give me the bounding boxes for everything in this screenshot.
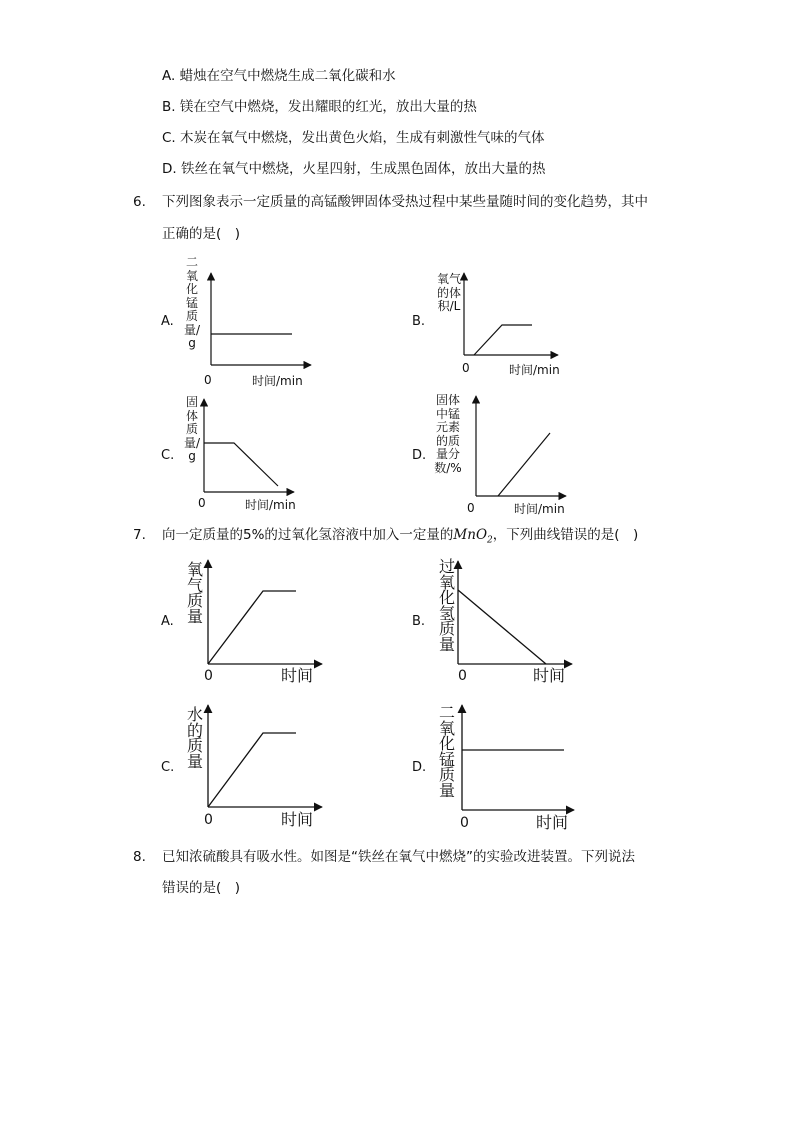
origin-label: 0: [467, 501, 475, 515]
y-axis-label: 氧气的体积/L: [436, 272, 461, 313]
x-axis-label: 时间: [536, 813, 569, 832]
q7-graph-d: [432, 703, 582, 835]
q6-number: 6.: [133, 194, 146, 210]
origin-label: 0: [204, 668, 213, 684]
y-axis-label: 过氧化氢质量: [438, 557, 455, 654]
q7-graph-a-label: A.: [161, 614, 174, 629]
x-axis-label: 时间: [533, 666, 566, 685]
q6-graph-b-label: B.: [412, 314, 426, 329]
origin-label: 0: [204, 812, 213, 828]
data-line: [474, 325, 532, 355]
q8-number: 8.: [133, 849, 146, 865]
data-line: [498, 433, 550, 496]
y-axis-label: 氧气质量: [186, 560, 203, 626]
x-axis-label: 时间/min: [514, 502, 565, 516]
q8-stem-line1: 已知浓硫酸具有吸水性。如图是“铁丝在氧气中燃烧”的实验改进装置。下列说法: [162, 849, 635, 865]
q7-stem: [162, 526, 638, 550]
x-axis-label: 时间: [281, 666, 314, 685]
q7-graph-c-label: C.: [161, 760, 175, 775]
q5-option-a: A. 蜡烛在空气中燃烧生成二氧化碳和水: [162, 68, 396, 84]
graph-plot: [432, 393, 572, 518]
q7-graph-b: [432, 556, 582, 688]
q6-graph-b: [430, 270, 570, 380]
q6-graph-d-label: D.: [412, 448, 427, 463]
q5-option-c: C. 木炭在氧气中燃烧，发出黄色火焰，生成有刺激性气味的气体: [162, 130, 545, 146]
origin-label: 0: [460, 815, 469, 831]
y-axis-label: 固体质量/g: [184, 395, 201, 463]
data-line: [458, 590, 546, 664]
origin-label: 0: [462, 361, 470, 375]
origin-label: 0: [204, 373, 212, 387]
q7-graph-b-label: B.: [412, 614, 426, 629]
graph-plot: [180, 255, 320, 390]
q7-graph-c: [180, 703, 330, 833]
q7-formula-main: MnO: [453, 527, 488, 543]
q6-graph-c: [180, 396, 320, 514]
q7-graph-a: [180, 558, 330, 688]
data-line: [204, 443, 278, 486]
q7-number: 7.: [133, 527, 146, 543]
x-axis-label: 时间/min: [509, 363, 560, 377]
q6-graph-a: [180, 255, 320, 390]
origin-label: 0: [458, 668, 467, 684]
y-axis-label: 固体中锰元素的质量分数/%: [434, 393, 462, 475]
y-axis-label: 水的质量: [186, 705, 203, 771]
x-axis-label: 时间/min: [245, 498, 296, 512]
q7-text-before: 向一定质量的5%的过氧化氢溶液中加入一定量的: [162, 527, 454, 543]
x-axis-label: 时间: [281, 810, 314, 829]
y-axis-label: 二氧化锰质量: [438, 703, 455, 800]
origin-label: 0: [198, 496, 206, 510]
q7-formula: [453, 527, 493, 546]
data-line: [208, 733, 296, 807]
q5-option-b: B. 镁在空气中燃烧，发出耀眼的红光，放出大量的热: [162, 99, 477, 115]
q6-graph-c-label: C.: [161, 448, 175, 463]
x-axis-label: 时间/min: [252, 374, 303, 388]
q6-stem-line2: 正确的是( ): [162, 226, 241, 242]
data-line: [208, 591, 296, 664]
q7-graph-d-label: D.: [412, 760, 427, 775]
q8-stem-line2: 错误的是( ): [162, 880, 241, 896]
q6-graph-a-label: A.: [161, 314, 174, 329]
q5-option-d: D. 铁丝在氧气中燃烧，火星四射，生成黑色固体，放出大量的热: [162, 161, 546, 177]
q6-graph-d: [432, 393, 572, 518]
q6-stem-line1: 下列图象表示一定质量的高锰酸钾固体受热过程中某些量随时间的变化趋势，其中: [162, 194, 648, 210]
q7-text-after: ，下列曲线错误的是( ): [492, 527, 639, 543]
y-axis-label: 二氧化锰质量/g: [184, 255, 201, 350]
q7-formula-sub: 2: [487, 535, 493, 546]
